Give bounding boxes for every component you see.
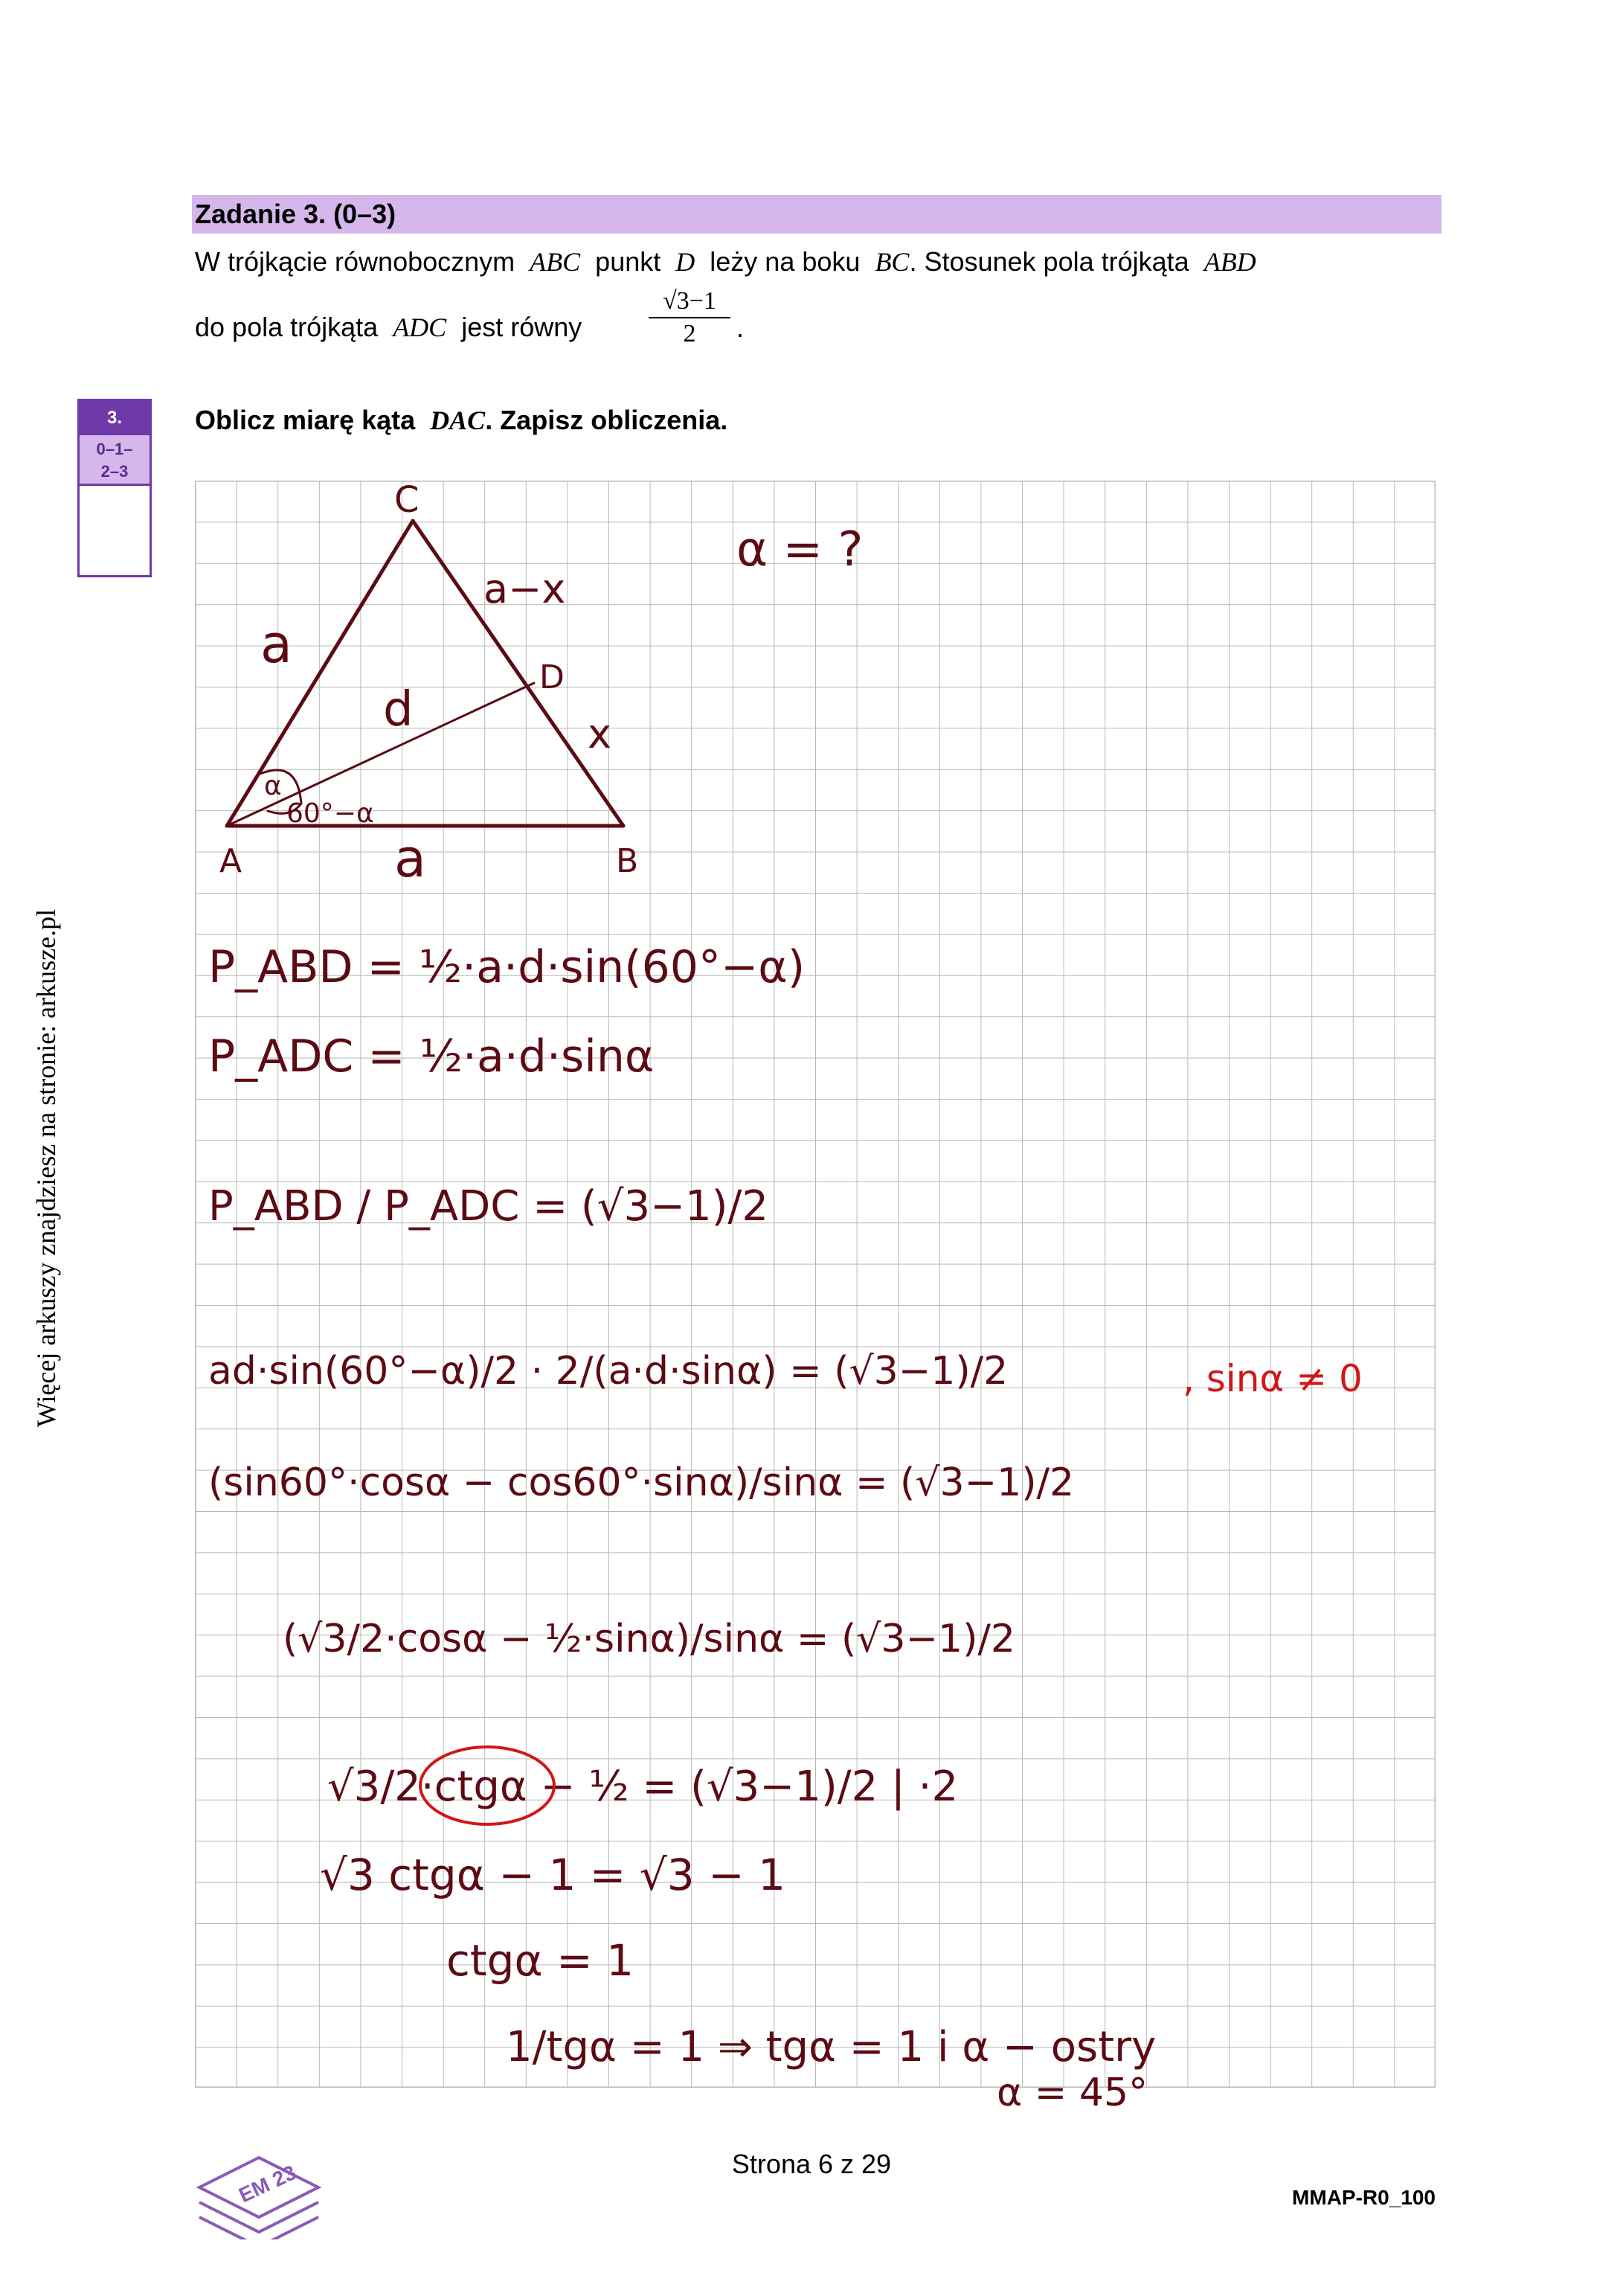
label-angle-60: 60°−α <box>286 798 374 829</box>
label-angle-alpha: α <box>264 771 282 801</box>
em-logo <box>192 2120 326 2239</box>
eq-step-3: (√3/2·cosα − ½·sinα)/sinα = (√3−1)/2 <box>283 1617 1016 1661</box>
task-text-line-2: do pola trójkąta ADC jest równy <box>195 312 582 342</box>
label-a-left: a <box>260 614 292 675</box>
eq-step-4: √3/2·ctgα − ½ = (√3−1)/2 | ·2 <box>327 1763 959 1811</box>
fraction-period: . <box>736 312 745 343</box>
label-d-point: D <box>539 658 565 696</box>
sidebar-watermark: Więcej arkuszy znajdziesz na stronie: arkusze.pl <box>31 908 61 1428</box>
label-a-point: A <box>219 842 242 880</box>
eq-ratio: P_ABD / P_ADC = (√3−1)/2 <box>208 1182 768 1231</box>
label-b-point: B <box>616 842 639 880</box>
eq-step-1: ad·sin(60°−α)/2 · 2/(a·d·sinα) = (√3−1)/2 <box>208 1349 1009 1394</box>
eq-step-6: ctgα = 1 <box>446 1935 634 1986</box>
eq-step-8: α = 45° <box>997 2071 1148 2115</box>
label-d-length: d <box>383 682 414 737</box>
eq-step-7: 1/tgα = 1 ⇒ tgα = 1 i α − ostry <box>506 2023 1157 2071</box>
label-a-bottom: a <box>394 828 426 889</box>
eq-p-adc: P_ADC = ½·a·d·sinα <box>208 1030 655 1083</box>
eq-step-5: √3 ctgα − 1 = √3 − 1 <box>320 1850 786 1900</box>
score-task-number: 3. <box>80 401 150 435</box>
alpha-question: α = ? <box>736 522 864 577</box>
page-number: Strona 6 z 29 <box>731 2149 892 2179</box>
eq-step-2: (sin60°·cosα − cos60°·sinα)/sinα = (√3−1)/2 <box>208 1460 1075 1505</box>
score-range: 0–1– 2–3 <box>80 435 150 486</box>
label-c: C <box>394 479 420 521</box>
answer-grid <box>195 481 1436 2088</box>
condition-sin-nonzero: , sinα ≠ 0 <box>1183 1357 1363 1400</box>
exam-code: MMAP-R0_100 <box>1292 2186 1436 2209</box>
score-box <box>77 399 152 577</box>
task-text-line-1: W trójkącie równobocznym ABC punkt D leży na boku BC. Stosunek pola trójkąta ABD <box>195 246 1256 277</box>
logo-text: EM 23 <box>235 2161 300 2207</box>
eq-p-abd: P_ABD = ½·a·d·sin(60°−α) <box>208 941 806 993</box>
label-x: x <box>588 711 611 757</box>
task-prompt: Oblicz miarę kąta DAC. Zapisz obliczenia. <box>195 405 728 435</box>
label-a-minus-x: a−x <box>483 565 566 612</box>
task-title: Zadanie 3. (0–3) <box>195 199 396 229</box>
ratio-fraction: $\frac{√3-1}{2}$ <box>649 287 730 348</box>
